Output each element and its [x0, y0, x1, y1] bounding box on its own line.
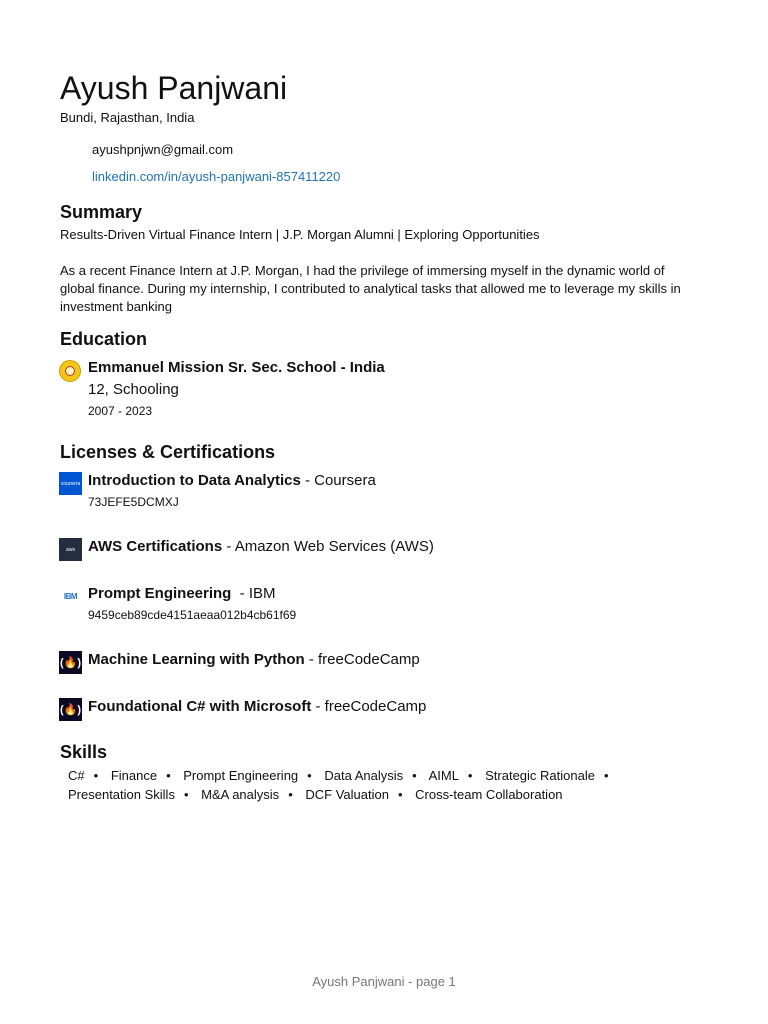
skill-item: M&A analysis: [201, 787, 280, 802]
certification-name: Foundational C# with Microsoft: [88, 698, 312, 715]
summary-headline: Results-Driven Virtual Finance Intern | J.P. Morgan Alumni | Exploring Opportunities: [60, 227, 540, 242]
candidate-location: Bundi, Rajasthan, India: [60, 110, 195, 125]
education-degree: 12, Schooling: [88, 381, 179, 398]
certifications-heading: Licenses & Certifications: [60, 442, 276, 462]
skill-separator: •: [412, 768, 417, 783]
freecodecamp-logo-icon: (🔥): [59, 651, 82, 674]
certification-title: [88, 538, 434, 556]
skills-heading: Skills: [60, 742, 108, 762]
coursera-logo-icon: coursera: [59, 472, 82, 495]
aws-logo-icon: aws: [59, 538, 82, 561]
skill-item: DCF Valuation: [305, 787, 389, 802]
skill-separator: •: [603, 768, 609, 783]
certification-issuer: - freeCodeCamp: [311, 698, 427, 715]
certification-issuer: - IBM: [235, 585, 276, 602]
certification-issuer: - Amazon Web Services (AWS): [222, 538, 434, 555]
certification-issuer: - freeCodeCamp: [304, 651, 420, 668]
skill-separator: •: [307, 768, 312, 783]
skill-separator: •: [93, 768, 99, 783]
certification-title: [88, 585, 276, 603]
skill-item: Finance: [110, 768, 158, 783]
skill-item: Prompt Engineering: [183, 768, 299, 783]
school-crest-icon: [59, 360, 81, 382]
certification-credential-id: 73JEFE5DCMXJ: [88, 495, 179, 509]
skill-item: C#: [68, 768, 85, 783]
candidate-name: Ayush Panjwani: [60, 70, 288, 106]
email-address[interactable]: ayushpnjwn@gmail.com: [92, 142, 234, 157]
skill-separator: •: [166, 768, 171, 783]
skill-item: Presentation Skills: [68, 787, 175, 802]
certification-name: Introduction to Data Analytics: [88, 472, 301, 489]
education-dates: 2007 - 2023: [88, 404, 153, 418]
certification-issuer: - Coursera: [300, 472, 376, 489]
skill-item: Strategic Rationale: [485, 768, 595, 783]
skill-separator: •: [288, 787, 293, 802]
skill-separator: •: [467, 768, 473, 783]
skill-separator: •: [397, 787, 403, 802]
skill-item: Cross-team Collaboration: [415, 787, 563, 802]
summary-heading: Summary: [60, 202, 143, 222]
certification-title: [88, 698, 426, 716]
skill-separator: •: [183, 787, 189, 802]
certification-title: [88, 472, 376, 490]
skill-item: Data Analysis: [324, 768, 404, 783]
linkedin-link[interactable]: linkedin.com/in/ayush-panjwani-857411220: [92, 169, 341, 184]
certification-credential-id: 9459ceb89cde4151aeaa012b4cb61f69: [88, 608, 297, 622]
certification-title: [88, 651, 420, 669]
page-footer: Ayush Panjwani - page 1: [312, 974, 456, 989]
education-heading: Education: [60, 329, 148, 349]
certification-name: Prompt Engineering: [88, 585, 236, 602]
skill-item: AIML: [428, 768, 459, 783]
education-school: Emmanuel Mission Sr. Sec. School - India: [88, 359, 385, 376]
freecodecamp-logo-icon: (🔥): [59, 698, 82, 721]
summary-paragraph: As a recent Finance Intern at J.P. Morgan, I had the privilege of immersing myself in the dynamic world of global finance. During my internship, I contributed to analytical tasks that allowed me to leverage my skills in investment banking: [60, 263, 681, 314]
certification-name: AWS Certifications: [88, 538, 223, 555]
certification-name: Machine Learning with Python: [88, 651, 305, 668]
skills-list: [68, 766, 708, 804]
ibm-logo-icon: IBM: [59, 585, 82, 608]
